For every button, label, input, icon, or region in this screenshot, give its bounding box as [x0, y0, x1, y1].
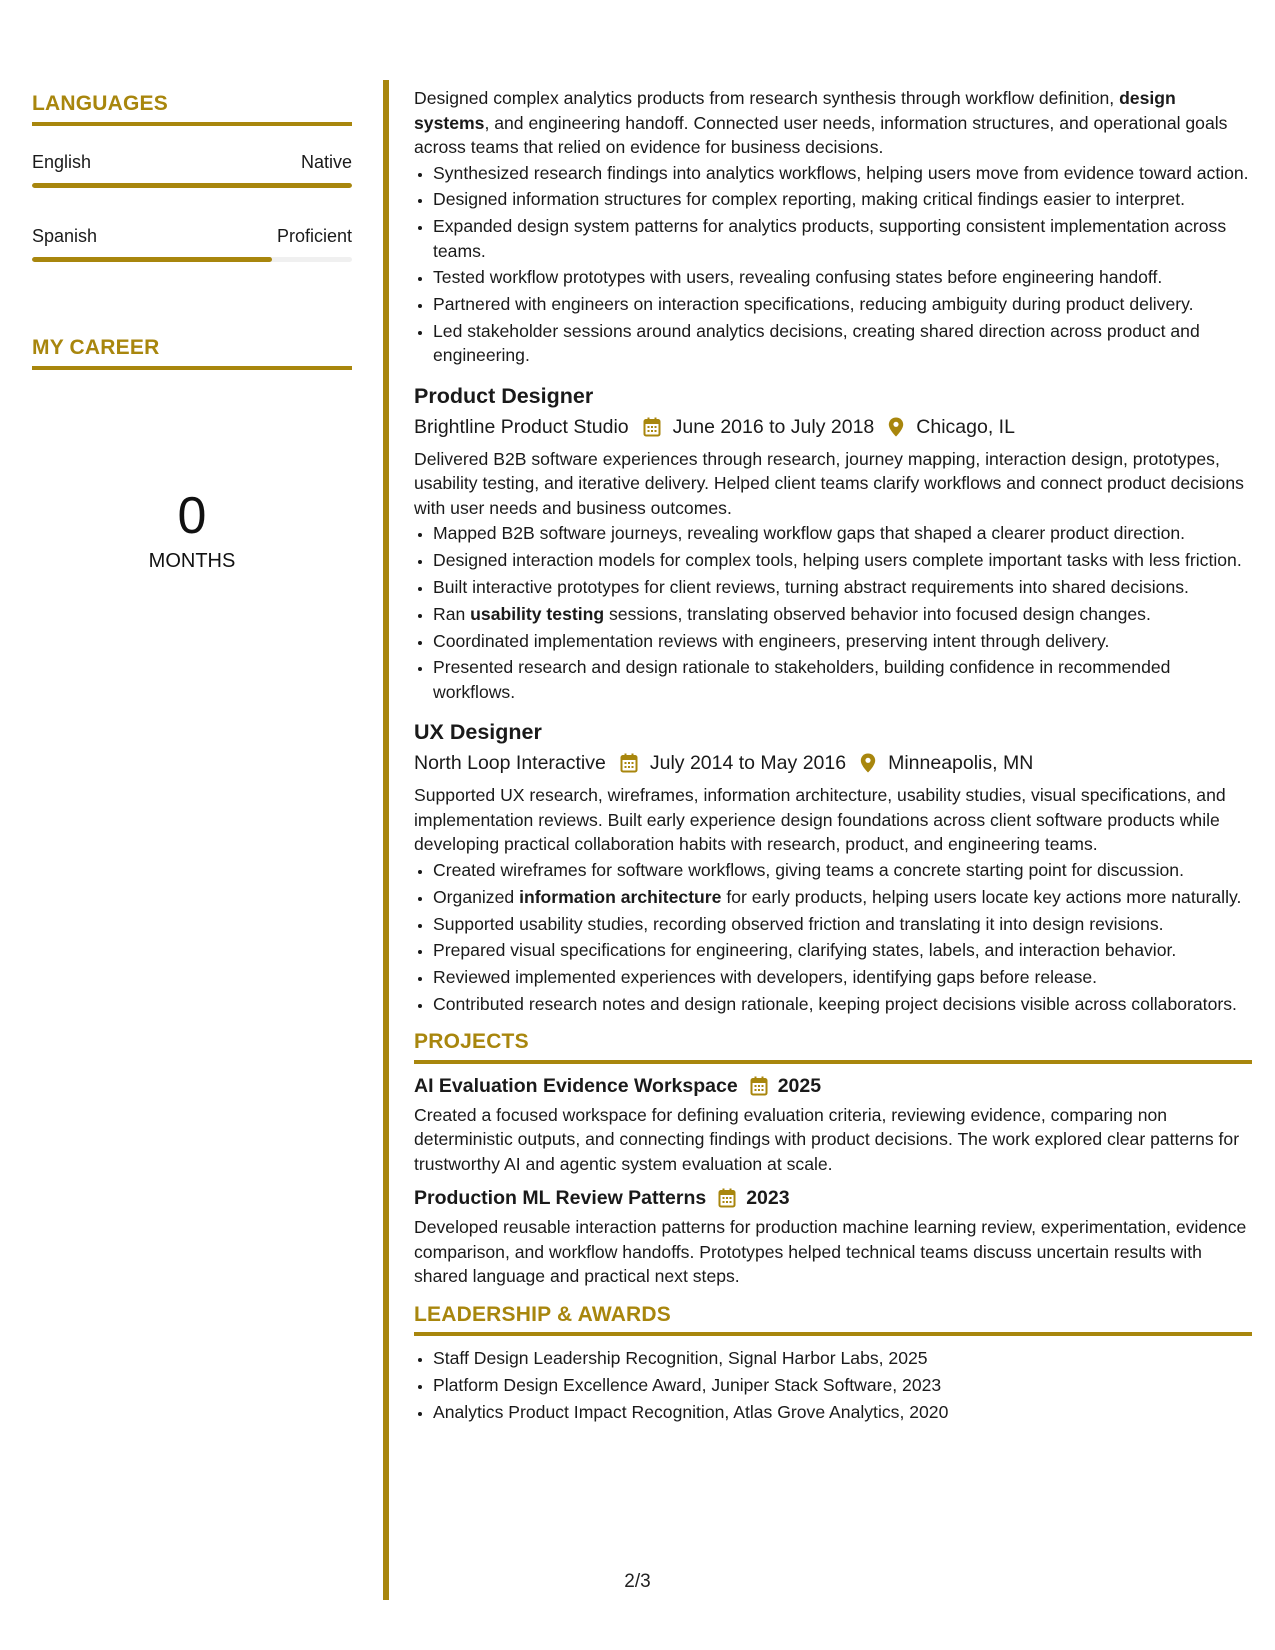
career-section — [32, 336, 352, 573]
list-item: • Ran usability testing sessions, translating observed behavior into focused design changes. — [433, 602, 1252, 627]
list-item: • Mapped B2B software journeys, revealing workflow gaps that shaped a clearer product direction. — [433, 521, 1252, 546]
sidebar — [32, 92, 352, 573]
language-name: English — [32, 152, 92, 172]
company-name: North Loop Interactive — [414, 752, 606, 775]
list-item: • Led stakeholder sessions around analytics decisions, creating shared direction across product and engineering. — [433, 319, 1252, 368]
awards-section — [414, 1303, 1252, 1425]
language-proficiency-bar — [32, 183, 352, 188]
job-bullets — [414, 161, 1252, 368]
job-bullets — [414, 521, 1252, 704]
list-item: • Staff Design Leadership Recognition, Signal Harbor Labs, 2025 — [433, 1346, 1252, 1371]
list-item: • Organized information architecture for early products, helping users locate key actions more naturally. — [433, 885, 1252, 910]
list-item: • Synthesized research findings into analytics workflows, helping users move from evidence toward action. — [433, 161, 1252, 186]
job-dates: July 2014 to May 2016 — [649, 752, 847, 775]
language-name: Spanish — [32, 226, 98, 246]
experience-entry-continued — [414, 86, 1252, 368]
bold-keyword: usability testing — [470, 603, 605, 624]
page-number: 2/3 — [624, 1571, 651, 1592]
career-months-unit: MONTHS — [148, 550, 236, 572]
job-title: Product Designer — [414, 383, 594, 408]
job-summary: Supported UX research, wireframes, information architecture, usability studies, visual specifications, and implementation reviews. Built early experience design foundations across client software products while developing practical collaboration habits with research, product, and engineering teams. — [414, 785, 1226, 855]
language-proficiency-fill — [32, 257, 272, 262]
list-item: • Tested workflow prototypes with users, revealing confusing states before engineering handoff. — [433, 265, 1252, 290]
list-item: • Analytics Product Impact Recognition, Atlas Grove Analytics, 2020 — [433, 1400, 1252, 1425]
job-dates: June 2016 to July 2018 — [672, 415, 875, 438]
list-item: • Contributed research notes and design rationale, keeping project decisions visible across collaborators. — [433, 992, 1252, 1017]
column-divider — [383, 80, 389, 1600]
job-location: Minneapolis, MN — [888, 752, 1034, 775]
project-description: Developed reusable interaction patterns for production machine learning review, experimentation, evidence comparison, and workflow handoffs. Prototypes helped technical teams discuss uncertain results with shared language and practical next steps. — [414, 1217, 1247, 1287]
main-column — [414, 86, 1252, 1427]
list-item: • Coordinated implementation reviews with engineers, preserving intent through delivery. — [433, 629, 1252, 654]
list-item: • Platform Design Excellence Award, Juniper Stack Software, 2023 — [433, 1373, 1252, 1398]
language-spanish — [32, 226, 352, 262]
job-summary: Delivered B2B software experiences through research, journey mapping, interaction design, prototypes, usability testing, and iterative delivery. Helped client teams clarify workflows and connect product decisions with user needs and business outcomes. — [414, 448, 1244, 518]
job-title: UX Designer — [414, 720, 542, 745]
project-year: 2025 — [777, 1074, 822, 1097]
calendar-icon — [620, 753, 638, 773]
project-year: 2023 — [746, 1187, 790, 1210]
list-item: • Created wireframes for software workflows, giving teams a concrete starting point for discussion. — [433, 858, 1252, 883]
job-meta — [414, 414, 1252, 440]
list-item: • Designed interaction models for complex tools, helping users complete important tasks with less friction. — [433, 548, 1252, 573]
job-location: Chicago, IL — [916, 415, 1015, 438]
experience-entry-ux-designer — [414, 718, 1252, 1016]
job-meta — [414, 750, 1252, 776]
list-item: • Prepared visual specifications for engineering, clarifying states, labels, and interaction behavior. — [433, 938, 1252, 963]
job-bullets — [414, 858, 1252, 1016]
list-item: • Presented research and design rationale to stakeholders, building confidence in recommended workflows. — [433, 655, 1252, 704]
project-entry — [414, 1073, 1252, 1177]
project-name: AI Evaluation Evidence Workspace — [414, 1074, 738, 1097]
company-name: Brightline Product Studio — [414, 415, 629, 438]
calendar-icon — [750, 1076, 768, 1096]
languages-heading: LANGUAGES — [32, 92, 352, 126]
career-heading: MY CAREER — [32, 336, 352, 370]
list-item: • Designed information structures for complex reporting, making critical findings easier to interpret. — [433, 187, 1252, 212]
awards-list — [414, 1346, 1252, 1424]
list-item: • Partnered with engineers on interaction specifications, reducing ambiguity during product delivery. — [433, 292, 1252, 317]
projects-heading: PROJECTS — [414, 1030, 1252, 1064]
list-item: • Expanded design system patterns for analytics products, supporting consistent implementation across teams. — [433, 214, 1252, 263]
map-pin-icon — [888, 417, 904, 437]
career-months-value: 0 — [177, 487, 207, 545]
list-item: • Supported usability studies, recording observed friction and translating it into design revisions. — [433, 912, 1252, 937]
language-english — [32, 152, 352, 188]
awards-heading: LEADERSHIP & AWARDS — [414, 1303, 1252, 1337]
bold-keyword: information architecture — [519, 886, 722, 907]
language-level: Proficient — [276, 226, 352, 246]
job-summary: Designed complex analytics products from research synthesis through workflow definition, design systems, and engineering handoff. Connected user needs, information structures, and operational goals across teams that relied on evidence for business decisions. — [414, 88, 1228, 157]
list-item: • Reviewed implemented experiences with developers, identifying gaps before release. — [433, 965, 1252, 990]
language-proficiency-bar — [32, 257, 352, 262]
map-pin-icon — [860, 753, 876, 773]
project-entry — [414, 1185, 1252, 1289]
project-name: Production ML Review Patterns — [414, 1187, 707, 1210]
language-level: Native — [300, 152, 352, 172]
experience-entry-product-designer — [414, 382, 1252, 704]
projects-section — [414, 1030, 1252, 1289]
project-description: Created a focused workspace for defining evaluation criteria, reviewing evidence, comparing non deterministic outputs, and connecting findings with product decisions. The work explored clear patterns for trustworthy AI and agentic system evaluation at scale. — [414, 1104, 1240, 1174]
calendar-icon — [718, 1188, 736, 1208]
bold-keyword: design systems — [414, 88, 1176, 133]
list-item: • Built interactive prototypes for client reviews, turning abstract requirements into shared decisions. — [433, 575, 1252, 600]
language-proficiency-fill — [32, 183, 352, 188]
calendar-icon — [643, 417, 661, 437]
